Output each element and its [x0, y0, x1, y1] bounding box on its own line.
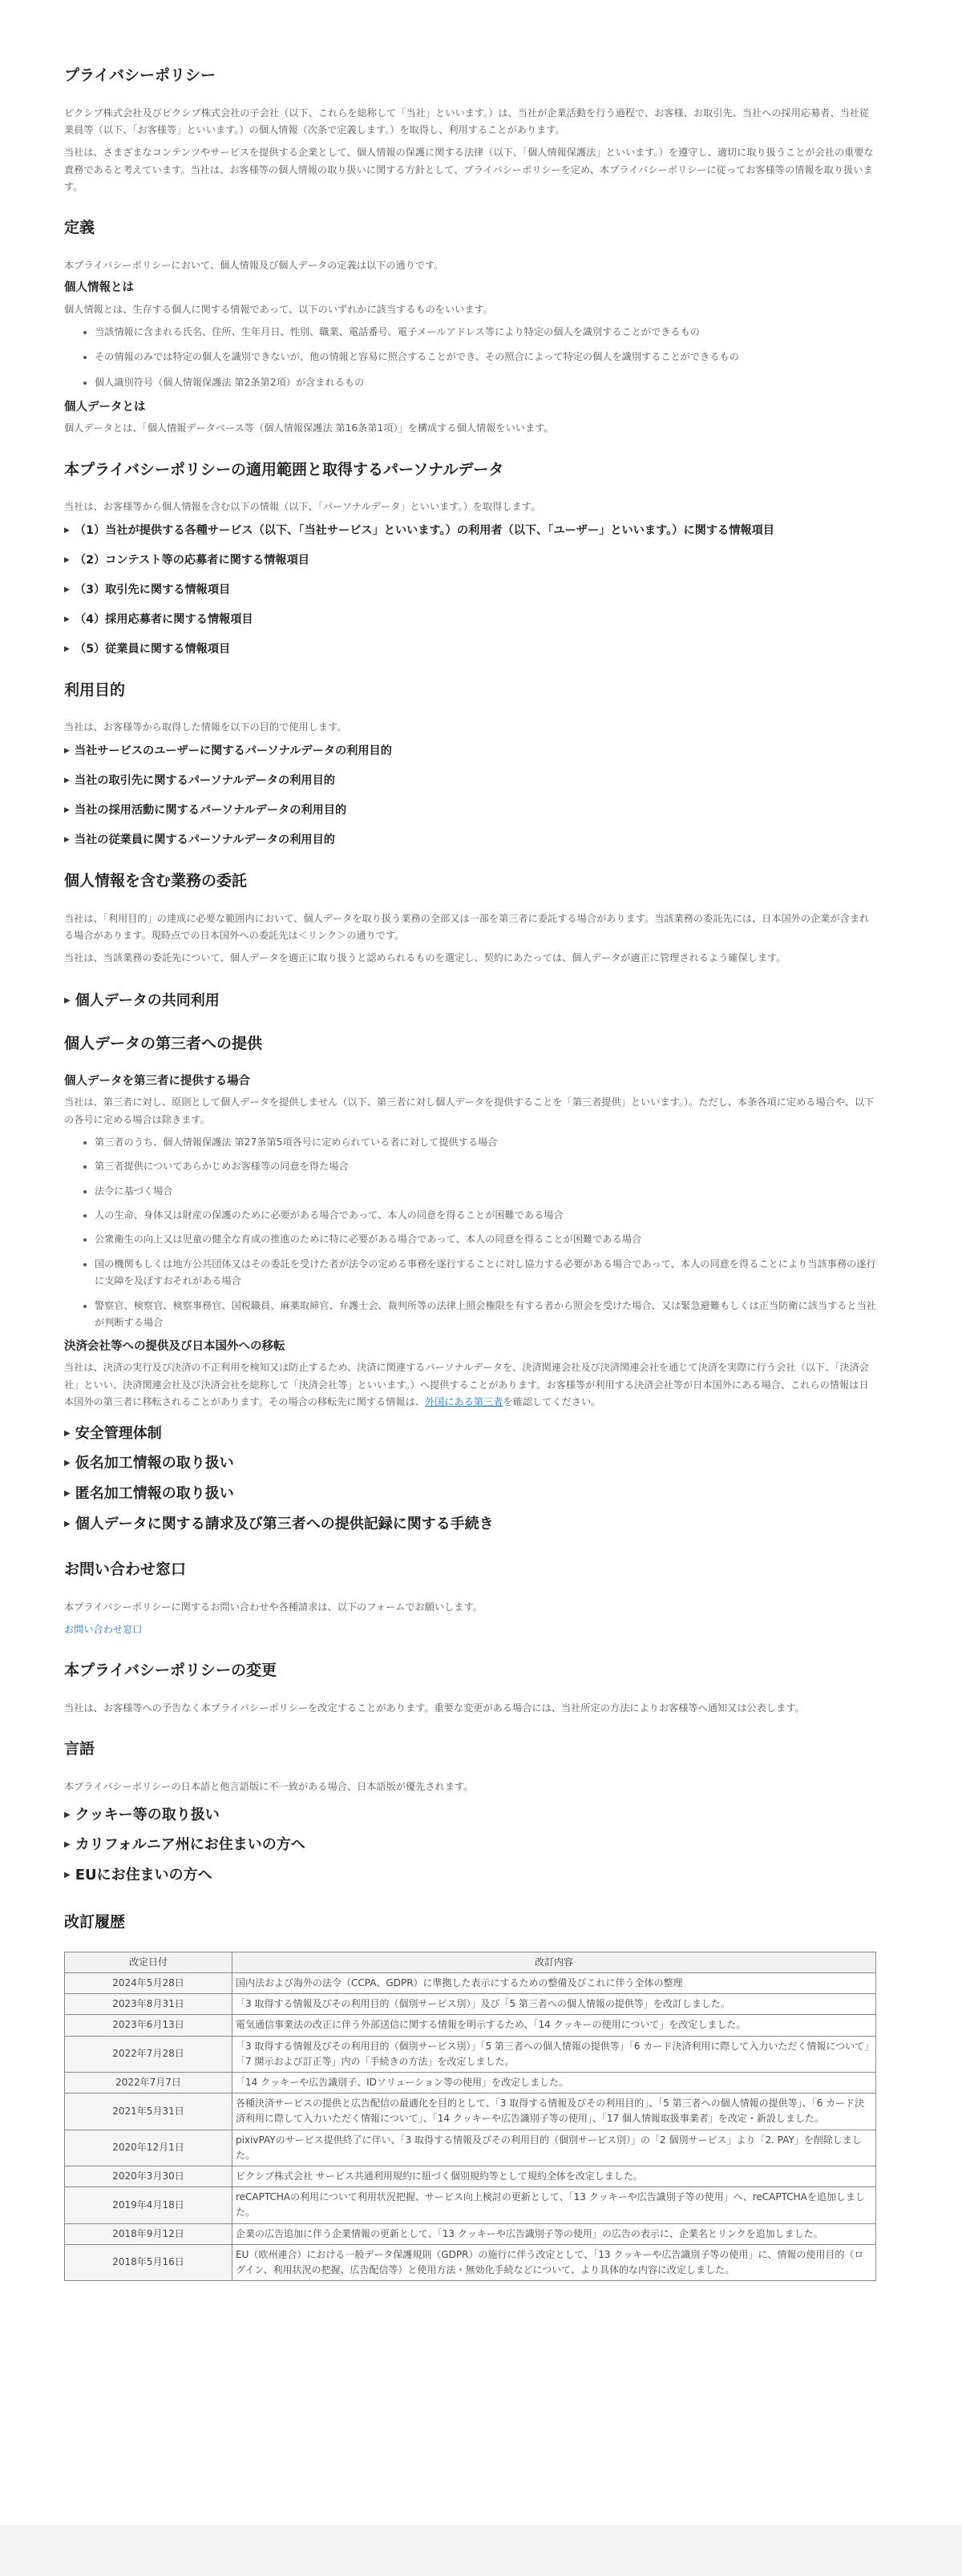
triangle-right-icon: ▶: [64, 995, 71, 1005]
triangle-right-icon: ▶: [64, 1520, 71, 1529]
accordion-label: （1）当社が提供する各種サービス（以下、「当社サービス」といいます。）の利用者（以下、「ユーザー」といいます。）に関する情報項目: [74, 523, 774, 537]
table-row: [65, 2130, 876, 2166]
purpose-intro: 当社は、お客様等から取得した情報を以下の目的で使用します。: [64, 721, 347, 733]
accordion-pseudonymized[interactable]: [64, 1452, 878, 1475]
table-row: [65, 2187, 876, 2223]
history-table: [64, 1952, 876, 2281]
triangle-right-icon: ▶: [64, 835, 70, 844]
triangle-right-icon: ▶: [64, 806, 70, 814]
accordion-label: （5）従業員に関する情報項目: [74, 642, 231, 656]
accordion-security[interactable]: [64, 1423, 878, 1445]
row-date: 2022年7月28日: [65, 2036, 232, 2072]
language-section: [64, 1739, 878, 1795]
row-content: 電気通信事業法の改正に伴う外部送信に関する情報を明示するため、「14 クッキーの使用について」を改定しました。: [232, 2015, 876, 2036]
outsourcing-heading: 個人情報を含む業務の委託: [64, 871, 248, 890]
definition-intro: 本プライバシーポリシーにおいて、個人情報及び個人データの定義は以下の通りです。: [64, 260, 444, 272]
changes-heading: 本プライバシーポリシーの変更: [64, 1661, 277, 1680]
history-heading: 改訂履歴: [64, 1913, 126, 1932]
accordion-scope-partner[interactable]: [64, 581, 878, 599]
outsourcing-paragraph-2: 当社は、当該業務の委託先について、個人データを適正に取り扱うと認められるものを選定し、契約にあたっては、個人データが適正に管理されるよう確保します。: [64, 952, 786, 964]
accordion-purpose-partner[interactable]: [64, 772, 878, 789]
accordion-label: 当社サービスのユーザーに関するパーソナルデータの利用目的: [74, 744, 392, 757]
row-date: 2021年5月31日: [65, 2094, 232, 2130]
joint-use-section: [64, 990, 878, 1012]
row-content: ピクシブ株式会社 サービス共通利用規約に紐づく個別規約等として規約全体を改定しました。: [232, 2166, 876, 2186]
row-date: 2024年5月28日: [65, 1973, 232, 1994]
accordion-requests[interactable]: [64, 1513, 878, 1536]
accordion-label: （2）コンテスト等の応募者に関する情報項目: [74, 553, 309, 567]
triangle-right-icon: ▶: [64, 1459, 71, 1468]
list-item: • 人の生命、身体又は財産の保護のために必要がある場合であって、本人の同意を得ることが困難である場合: [95, 1207, 878, 1224]
accordion-joint-use[interactable]: [64, 990, 878, 1012]
sub2-text-tail: を確認してください。: [503, 1396, 601, 1408]
third-party-list: [64, 1134, 878, 1331]
list-item: • 国の機関もしくは地方公共団体又はその委託を受けた者が法令の定める事務を遂行することに対し協力する必要がある場合であって、本人の同意を得ることにより当該事務の遂行に支障を及ぼすおそれがある場合: [95, 1256, 878, 1290]
triangle-right-icon: ▶: [64, 526, 70, 535]
accordion-purpose-user[interactable]: [64, 742, 878, 760]
triangle-right-icon: ▶: [64, 1428, 71, 1438]
col-content-header: 改訂内容: [232, 1952, 876, 1972]
language-heading: 言語: [64, 1740, 95, 1758]
accordion-scope-contest[interactable]: [64, 551, 878, 569]
triangle-right-icon: ▶: [64, 615, 70, 624]
list-item: • 法令に基づく場合: [95, 1183, 878, 1200]
accordion-label: （3）取引先に関する情報項目: [74, 583, 231, 596]
accordion-scope-employee[interactable]: [64, 640, 878, 658]
row-content: EU（欧州連合）における一般データ保護規則（GDPR）の施行に伴う改定として、「13 クッキーや広告識別子等の使用」に、情報の使用目的（ログイン、利用状況の把握、広告配信等）と使用方法・無効化手続などについて、より具体的な内容に改定しました。: [232, 2244, 876, 2280]
list-item: • 公衆衛生の向上又は児童の健全な育成の推進のために特に必要がある場合であって、本人の同意を得ることが困難である場合: [95, 1231, 878, 1248]
purpose-section: [64, 680, 878, 849]
third-party-sub2-text: [64, 1359, 878, 1411]
list-item: • 第三者のうち、個人情報保護法 第27条第5項各号に定められている者に対して提供する場合: [95, 1134, 878, 1151]
row-content: pixivPAYのサービス提供終了に伴い、「3 取得する情報及びその利用目的（個別サービス別）」の「2 個別サービス」より「2. PAY」を削除しました。: [232, 2130, 876, 2166]
accordion-label: カリフォルニア州にお住まいの方へ: [75, 1836, 305, 1854]
personal-data-text: 個人データとは、「個人情報データベース等（個人情報保護法 第16条第1項）」を構成する個人情報をいいます。: [64, 422, 554, 434]
row-content: 「3 取得する情報及びその利用目的（個別サービス別）」「5 第三者への個人情報の提供等」「6 カード決済利用に際して入力いただく情報について」「7 開示および訂正等」内の「手続きの方法」を改定しました。: [232, 2036, 876, 2072]
table-row: [65, 2244, 876, 2280]
accordion-label: 個人データの共同利用: [75, 991, 220, 1009]
accordion-label: 個人データに関する請求及び第三者への提供記録に関する手続き: [75, 1516, 494, 1533]
sub2-text-body: 当社は、決済の実行及び決済の不正利用を検知又は防止するため、決済に関連するパーソナルデータを、決済関連会社及び決済関連会社を通じて決済を実際に行う会社（以下、「決済会社」といい、決済関連会社及び決済会社を総称して「決済会社等」といいます。）へ提供することがあります。お客様等が利用する決済会社等が日本国外にある場合、これらの情報は日本国外の第三者に移転されることがあります。その場合の移転先に関する情報は、: [64, 1362, 869, 1408]
foreign-third-party-link[interactable]: 外国にある第三者: [424, 1396, 503, 1408]
contact-form-link[interactable]: お問い合わせ窓口: [64, 1624, 143, 1636]
intro-paragraph-1: ピクシブ株式会社及びピクシブ株式会社の子会社（以下、これらを総称して「当社」といいます。）は、当社が企業活動を行う過程で、お客様、お取引先、当社への採用応募者、当社従業員等（以下、「お客様等」といいます。）の個人情報（次条で定義します。）を取得し、利用することがあります。: [64, 107, 870, 136]
list-item: • その情報のみでは特定の個人を識別できないが、他の情報と容易に照合することができ、その照合によって特定の個人を識別することができるもの: [95, 349, 878, 365]
third-party-heading: 個人データの第三者への提供: [64, 1035, 263, 1053]
language-text: 本プライバシーポリシーの日本語と他言語版に不一致がある場合、日本語版が優先されます。: [64, 1781, 474, 1793]
third-party-section: [64, 1034, 878, 1411]
row-content: 企業の広告追加に伴う企業情報の更新として、「13 クッキーや広告識別子等の使用」の広告の表示に、企業名とリンクを追加しました。: [232, 2223, 876, 2244]
intro-paragraph-2: 当社は、さまざまなコンテンツやサービスを提供する企業として、個人情報の保護に関する法律（以下、「個人情報保護法」といいます。）を遵守し、適切に取り扱うことが会社の重要な責務であると考えています。当社は、お客様等の個人情報の取り扱いに関する方針として、プライバシーポリシーを定め、本プライバシーポリシーに従ってお客様等の情報を取り扱います。: [64, 147, 874, 193]
row-date: 2023年8月31日: [65, 1994, 232, 2015]
triangle-right-icon: ▶: [64, 644, 70, 653]
row-content: 「3 取得する情報及びその利用目的（個別サービス別）」及び「5 第三者への個人情報の提供等」を改訂しました。: [232, 1994, 876, 2015]
intro-section: [64, 66, 878, 196]
accordion-label: 匿名加工情報の取り扱い: [75, 1485, 234, 1503]
list-item: • 警察官、検察官、検察事務官、国税職員、麻薬取締官、弁護士会、裁判所等の法律上照会権限を有する者から照会を受けた場合、又は緊急避難もしくは正当防衛に該当すると当社が判断する場合: [95, 1298, 878, 1332]
personal-info-heading: 個人情報とは: [64, 281, 134, 295]
list-item: • 第三者提供についてあらかじめお客様等の同意を得た場合: [95, 1158, 878, 1175]
collapsible-group-a: [64, 1423, 878, 1536]
accordion-purpose-employee[interactable]: [64, 831, 878, 849]
table-row: [65, 2036, 876, 2072]
triangle-right-icon: ▶: [64, 1810, 71, 1819]
row-date: 2018年5月16日: [65, 2244, 232, 2280]
accordion-label: 仮名加工情報の取り扱い: [75, 1455, 234, 1472]
list-item: • 個人識別符号（個人情報保護法 第2条第2項）が含まれるもの: [95, 374, 878, 391]
scope-intro: 当社は、お客様等から個人情報を含む以下の情報（以下、「パーソナルデータ」といいます。）を取得します。: [64, 501, 541, 513]
row-content: 各種決済サービスの提供と広告配信の最適化を目的として、「3 取得する情報及びその利用目的」、「5 第三者への個人情報の提供等」、「6 カード決済利用に際して入力いただく情報について」、「14 クッキーや広告識別子等の使用」、「17 個人情報取扱事業者」を改定・新設しました。: [232, 2094, 876, 2130]
collapsible-group-b: [64, 1804, 878, 1888]
accordion-label: 安全管理体制: [75, 1424, 162, 1442]
table-row: [65, 2166, 876, 2186]
row-date: 2019年4月18日: [65, 2187, 232, 2223]
row-date: 2018年9月12日: [65, 2223, 232, 2244]
table-row: [65, 2094, 876, 2130]
row-date: 2023年6月13日: [65, 2015, 232, 2036]
scope-section: [64, 460, 878, 658]
triangle-right-icon: ▶: [64, 776, 70, 785]
triangle-right-icon: ▶: [64, 1489, 71, 1499]
list-item: • 当該情報に含まれる氏名、住所、生年月日、性別、職業、電話番号、電子メールアドレス等により特定の個人を識別することができるもの: [95, 324, 878, 341]
accordion-label: 当社の従業員に関するパーソナルデータの利用目的: [74, 833, 335, 846]
row-date: 2022年7月7日: [65, 2073, 232, 2094]
history-section: [64, 1912, 878, 2281]
personal-data-heading: 個人データとは: [64, 401, 146, 414]
outsourcing-section: [64, 871, 878, 967]
row-date: 2020年3月30日: [65, 2166, 232, 2186]
accordion-label: クッキー等の取り扱い: [75, 1806, 220, 1823]
page-title: プライバシーポリシー: [64, 67, 216, 84]
purpose-heading: 利用目的: [64, 680, 126, 699]
row-date: 2020年12月1日: [65, 2130, 232, 2166]
personal-info-text: 個人情報とは、生存する個人に関する情報であって、以下のいずれかに該当するものをいいます。: [64, 303, 493, 315]
triangle-right-icon: ▶: [64, 746, 70, 755]
table-row: [65, 2015, 876, 2036]
accordion-scope-user[interactable]: [64, 522, 878, 539]
accordion-california[interactable]: [64, 1834, 878, 1856]
triangle-right-icon: ▶: [64, 1871, 71, 1880]
contact-section: [64, 1560, 878, 1638]
triangle-right-icon: ▶: [64, 555, 70, 564]
contact-heading: お問い合わせ窓口: [64, 1561, 187, 1579]
accordion-label: EUにお住まいの方へ: [75, 1867, 212, 1884]
triangle-right-icon: ▶: [64, 1840, 71, 1850]
accordion-eu[interactable]: [64, 1864, 878, 1887]
accordion-anonymized[interactable]: [64, 1483, 878, 1505]
privacy-policy-page: [64, 0, 878, 2281]
third-party-sub1-text: 当社は、第三者に対し、原則として個人データを提供しません（以下、第三者に対し個人データを提供することを「第三者提供」といいます。）。ただし、本条各項に定める場合や、以下の各号に定める場合は除きます。: [64, 1096, 875, 1125]
table-row: [65, 1994, 876, 2015]
accordion-cookies[interactable]: [64, 1804, 878, 1827]
page-footer: [0, 2525, 962, 2576]
table-row: [65, 2073, 876, 2094]
third-party-sub2-heading: 決済会社等への提供及び日本国外への移転: [64, 1340, 285, 1354]
table-row: [65, 2223, 876, 2244]
accordion-scope-applicant[interactable]: [64, 611, 878, 628]
col-date-header: 改定日付: [65, 1952, 232, 1972]
accordion-purpose-recruit[interactable]: [64, 801, 878, 819]
scope-heading: 本プライバシーポリシーの適用範囲と取得するパーソナルデータ: [64, 460, 504, 478]
definition-section: [64, 218, 878, 437]
accordion-label: （4）採用応募者に関する情報項目: [74, 612, 253, 626]
accordion-label: 当社の採用活動に関するパーソナルデータの利用目的: [74, 803, 347, 817]
third-party-sub1-heading: 個人データを第三者に提供する場合: [64, 1075, 250, 1088]
outsourcing-paragraph-1: 当社は、「利用目的」の達成に必要な範囲内において、個人データを取り扱う業務の全部又は一部を第三者に委託する場合があります。当該業務の委託先には、日本国外の企業が含まれる場合があります。現時点での日本国外への委託先は＜リンク＞の通りです。: [64, 912, 870, 941]
contact-link-row: [64, 1621, 878, 1638]
definition-heading: 定義: [64, 219, 95, 237]
row-content: 「14 クッキーや広告識別子、IDソリューション等の使用」を改定しました。: [232, 2073, 876, 2094]
triangle-right-icon: ▶: [64, 585, 70, 594]
changes-section: [64, 1661, 878, 1717]
row-content: 国内法および海外の法令（CCPA、GDPR）に準拠した表示にするための整備及びこれに伴う全体の整理: [232, 1973, 876, 1994]
row-content: reCAPTCHAの利用について利用状況把握、サービス向上検討の更新として、「13 クッキーや広告識別子等の使用」へ、reCAPTCHAを追加しました。: [232, 2187, 876, 2223]
personal-info-list: [64, 324, 878, 391]
table-header-row: [65, 1952, 876, 1972]
table-row: [65, 1973, 876, 1994]
changes-text: 当社は、お客様等への予告なく本プライバシーポリシーを改定することがあります。重要な変更がある場合には、当社所定の方法によりお客様等へ通知又は公表します。: [64, 1702, 805, 1714]
accordion-label: 当社の取引先に関するパーソナルデータの利用目的: [74, 773, 335, 787]
contact-text: 本プライバシーポリシーに関するお問い合わせや各種請求は、以下のフォームでお願いします。: [64, 1601, 483, 1613]
